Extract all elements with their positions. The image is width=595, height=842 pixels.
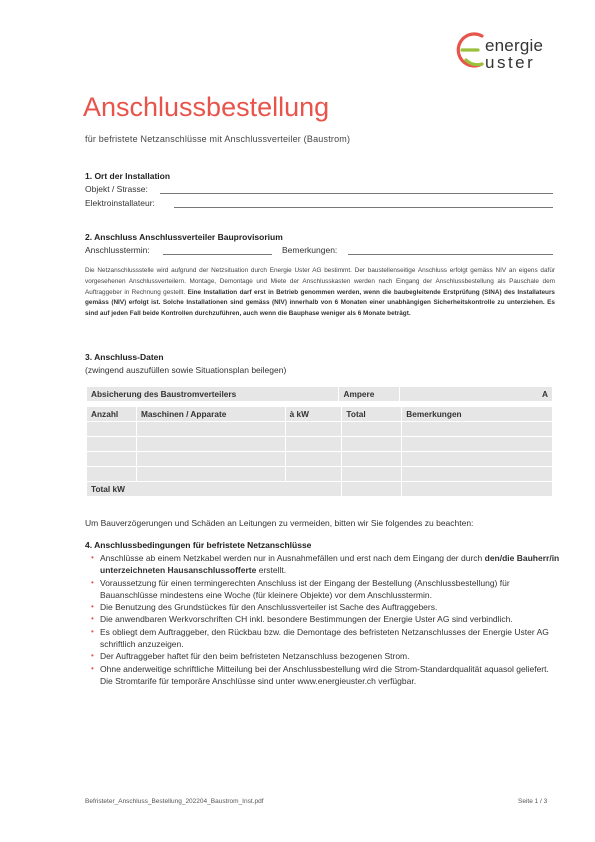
col-count: Anzahl	[87, 407, 137, 422]
table-row	[87, 422, 553, 437]
cell[interactable]	[402, 437, 553, 452]
logo-text-energie: energie	[485, 36, 544, 55]
table-header-row	[87, 407, 553, 422]
section3-note: (zwingend auszufüllen sowie Situationsplan beilegen)	[85, 365, 287, 375]
page-subtitle: für befristete Netzanschlüsse mit Anschlussverteiler (Baustrom)	[85, 134, 351, 144]
section2-description	[85, 266, 555, 320]
footer-filename: Befristeter_Anschluss_Bestellung_202204_Baustrom_Inst.pdf	[85, 798, 264, 805]
cell[interactable]	[285, 452, 342, 467]
cell[interactable]	[342, 452, 402, 467]
table-row	[87, 437, 553, 452]
fuse-table	[86, 386, 553, 402]
ampere-label: Ampere	[339, 387, 400, 402]
col-kw: à kW	[285, 407, 342, 422]
total-kw-label: Total kW	[87, 482, 342, 497]
list-item: • Der Auftraggeber haftet für den beim befristeten Netzanschluss bezogenen Strom.	[92, 650, 562, 662]
cell[interactable]	[136, 452, 285, 467]
installer-label: Elektroinstallateur:	[85, 198, 155, 208]
section2-heading: 2. Anschluss Anschlussverteiler Bauprovisorium	[85, 232, 283, 242]
section2-text: Die Netzanschlussstelle wird aufgrund der Netzsituation durch Energie Uster AG bestimmt. Der baustellenseitige Anschluss erfolgt gemäss NIV an eigens dafür vorgesehenen Anschlussverteilern. Montage, Demontage und Miete der Anschlusskasten werden nach Eingang der Anschlussbestellung als Pauschale dem Auftraggeber in Rechnung gestellt.	[85, 267, 555, 296]
object-input[interactable]	[160, 193, 553, 194]
col-total: Total	[342, 407, 402, 422]
fuse-label: Absicherung des Baustromverteilers	[87, 387, 339, 402]
list-item: • Es obliegt dem Auftraggeber, den Rückbau bzw. die Demontage des befristeten Netzanschlusses der Energie Uster AG schriftlich anzuzeigen.	[92, 626, 562, 651]
date-input[interactable]	[163, 254, 272, 255]
cell[interactable]	[402, 422, 553, 437]
list-item: • Ohne anderweitige schriftliche Mitteilung bei der Anschlussbestellung wird die Strom-Standardqualität aquasol geliefert. Die Stromtarife für temporäre Anschlüsse sind unter www.energieuster.ch verfügbar.	[92, 663, 562, 688]
cell[interactable]	[342, 467, 402, 482]
section1-heading: 1. Ort der Installation	[85, 171, 171, 181]
cell[interactable]	[136, 467, 285, 482]
footer-page-number: Seite 1 / 3	[518, 798, 548, 805]
remarks-label: Bemerkungen:	[282, 245, 338, 255]
section4-heading: 4. Anschlussbedingungen für befristete Netzanschlüsse	[85, 540, 312, 550]
cell[interactable]	[136, 437, 285, 452]
logo-text-uster: uster	[485, 53, 536, 72]
cell[interactable]	[87, 437, 137, 452]
col-remarks: Bemerkungen	[402, 407, 553, 422]
ampere-input[interactable]	[400, 387, 553, 402]
object-label: Objekt / Strasse:	[85, 184, 148, 194]
list-item: • Die Benutzung des Grundstückes für den Anschlussverteiler ist Sache des Auftraggebers.	[92, 601, 562, 613]
ampere-unit: A	[542, 389, 548, 399]
remarks-input[interactable]	[348, 254, 553, 255]
intro-text: Um Bauverzögerungen und Schäden an Leitungen zu vermeiden, bitten wir Sie folgendes zu beachten:	[85, 518, 474, 528]
cell[interactable]	[285, 467, 342, 482]
list-item: • Voraussetzung für einen termingerechten Anschluss ist der Eingang der Bestellung (Anschlussbestellung) für Bauanschlüsse mindestens eine Woche (für kleinere Objekte) vor dem Anschlusstermin.	[92, 577, 562, 602]
section2-bold-text: Eine Installation darf erst in Betrieb genommen werden, wenn die baubegleitende Erstprüfung (SINA) des Installateurs gemäss (NIV) erfolgt ist. Solche Installationen sind gemäss (NIV) innerhalb von 6 Monaten einer unabhängigen Sicherheitskontrolle zu unterziehen. Es sind auf jeden Fall beide Kontrollen durchzuführen, auch wenn die Bauphase weniger als 6 Monate beträgt.	[85, 288, 555, 318]
list-item: • Die anwendbaren Werkvorschriften CH inkl. besondere Bestimmungen der Energie Uster AG sind verbindlich.	[92, 613, 562, 625]
cell[interactable]	[342, 437, 402, 452]
cell[interactable]	[87, 422, 137, 437]
list-item: • Anschlüsse ab einem Netzkabel werden nur in Ausnahmefällen und erst nach dem Eingang der durch den/die Bauherr/in unterzeichneten Hausanschlussofferte erstellt.	[92, 552, 562, 577]
cell[interactable]	[285, 437, 342, 452]
col-machines: Maschinen / Apparate	[136, 407, 285, 422]
cell[interactable]	[285, 422, 342, 437]
installer-input[interactable]	[174, 207, 553, 208]
table-total-row	[87, 482, 553, 497]
conditions-list	[92, 552, 562, 687]
cell[interactable]	[136, 422, 285, 437]
cell[interactable]	[402, 452, 553, 467]
cell[interactable]	[87, 452, 137, 467]
cell[interactable]	[342, 422, 402, 437]
table-row	[87, 452, 553, 467]
data-table	[86, 406, 553, 497]
cell[interactable]	[402, 467, 553, 482]
table-row	[87, 467, 553, 482]
cell[interactable]	[87, 467, 137, 482]
total-remarks[interactable]	[402, 482, 553, 497]
section3-heading: 3. Anschluss-Daten	[85, 352, 164, 362]
page-title: Anschlussbestellung	[83, 92, 330, 122]
total-kw-input[interactable]	[342, 482, 402, 497]
date-label: Anschlusstermin:	[85, 245, 150, 255]
